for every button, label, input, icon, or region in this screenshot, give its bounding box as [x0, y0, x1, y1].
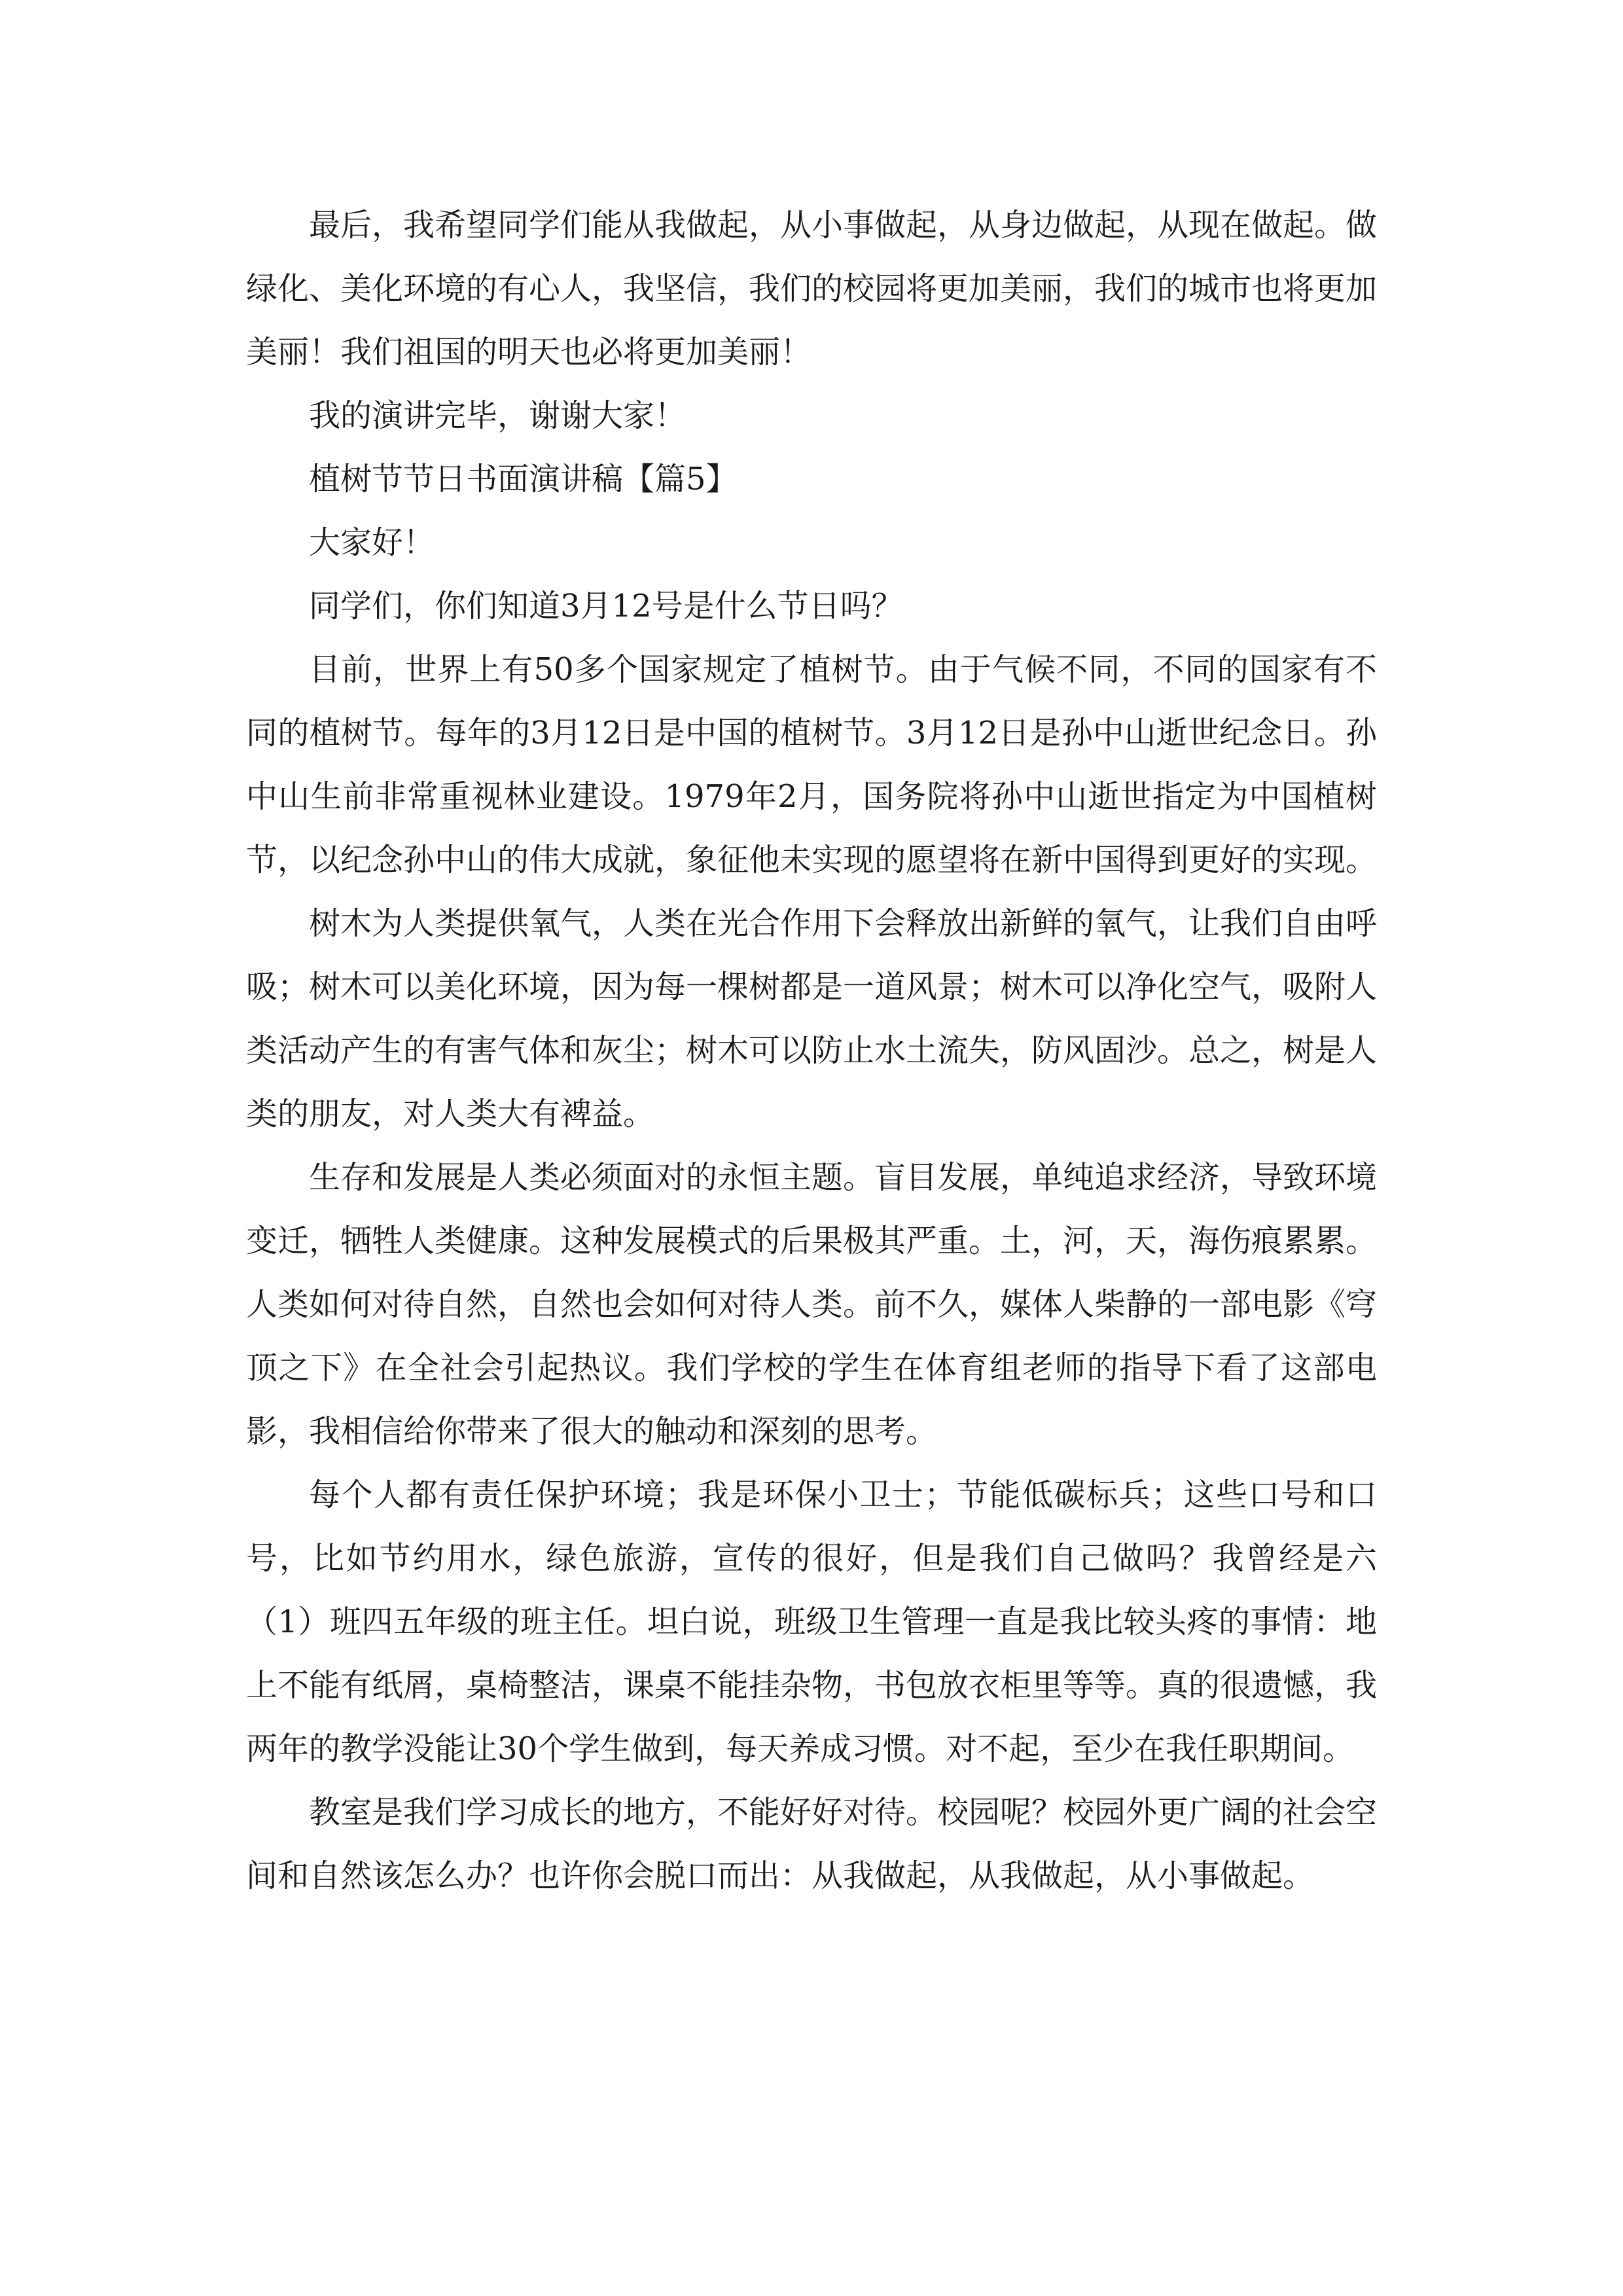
paragraph-closing-wish: 最后，我希望同学们能从我做起，从小事做起，从身边做起，从现在做起。做绿化、美化环境的有心人，我坚信，我们的校园将更加美丽，我们的城市也将更加美丽！我们祖国的明天也必将更加美丽！: [246, 207, 1378, 370]
paragraph-development: 生存和发展是人类必须面对的永恒主题。盲目发展，单纯追求经济，导致环境变迁，牺牲人类健康。这种发展模式的后果极其严重。土，河，天，海伤痕累累。人类如何对待自然，自然也会如何对待人类。前不久，媒体人柴静的一部电影《穹顶之下》在全社会引起热议。我们学校的学生在体育组老师的指导下看了这部电影，我相信给你带来了很大的触动和深刻的思考。: [246, 1159, 1378, 1450]
paragraph-tree-benefits: 树木为人类提供氧气，人类在光合作用下会释放出新鲜的氧气，让我们自由呼吸；树木可以美化环境，因为每一棵树都是一道风景；树木可以净化空气，吸附人类活动产生的有害气体和灰尘；树木可以防止水土流失，防风固沙。总之，树是人类的朋友，对人类大有裨益。: [246, 905, 1378, 1132]
section-heading: 植树节节日书面演讲稿【篇5】: [309, 461, 738, 497]
paragraph-question: 同学们，你们知道3月12号是什么节日吗？: [309, 588, 903, 624]
paragraph-greeting: 大家好！: [309, 524, 435, 561]
document-body: [246, 194, 1377, 1908]
paragraph-arbor-day-history: 目前，世界上有50多个国家规定了植树节。由于气候不同，不同的国家有不同的植树节。每年的3月12日是中国的植树节。3月12日是孙中山逝世纪念日。孙中山生前非常重视林业建设。1979年2月，国务院将孙中山逝世指定为中国植树节，以纪念孙中山的伟大成就，象征他未实现的愿望将在新中国得到更好的实现。: [246, 651, 1378, 878]
paragraph-responsibility: 每个人都有责任保护环境；我是环保小卫士；节能低碳标兵；这些口号和口号，比如节约用水，绿色旅游，宣传的很好，但是我们自己做吗？我曾经是六（1）班四五年级的班主任。坦白说，班级卫生管理一直是我比较头疼的事情：地上不能有纸屑，桌椅整洁，课桌不能挂杂物，书包放衣柜里等等。真的很遗憾，我两年的教学没能让30个学生做到，每天养成习惯。对不起，至少在我任职期间。: [246, 1477, 1378, 1767]
paragraph-speech-end: 我的演讲完毕，谢谢大家！: [309, 397, 687, 434]
paragraph-classroom: 教室是我们学习成长的地方，不能好好对待。校园呢？校园外更广阔的社会空间和自然该怎么办？也许你会脱口而出：从我做起，从我做起，从小事做起。: [246, 1794, 1378, 1894]
